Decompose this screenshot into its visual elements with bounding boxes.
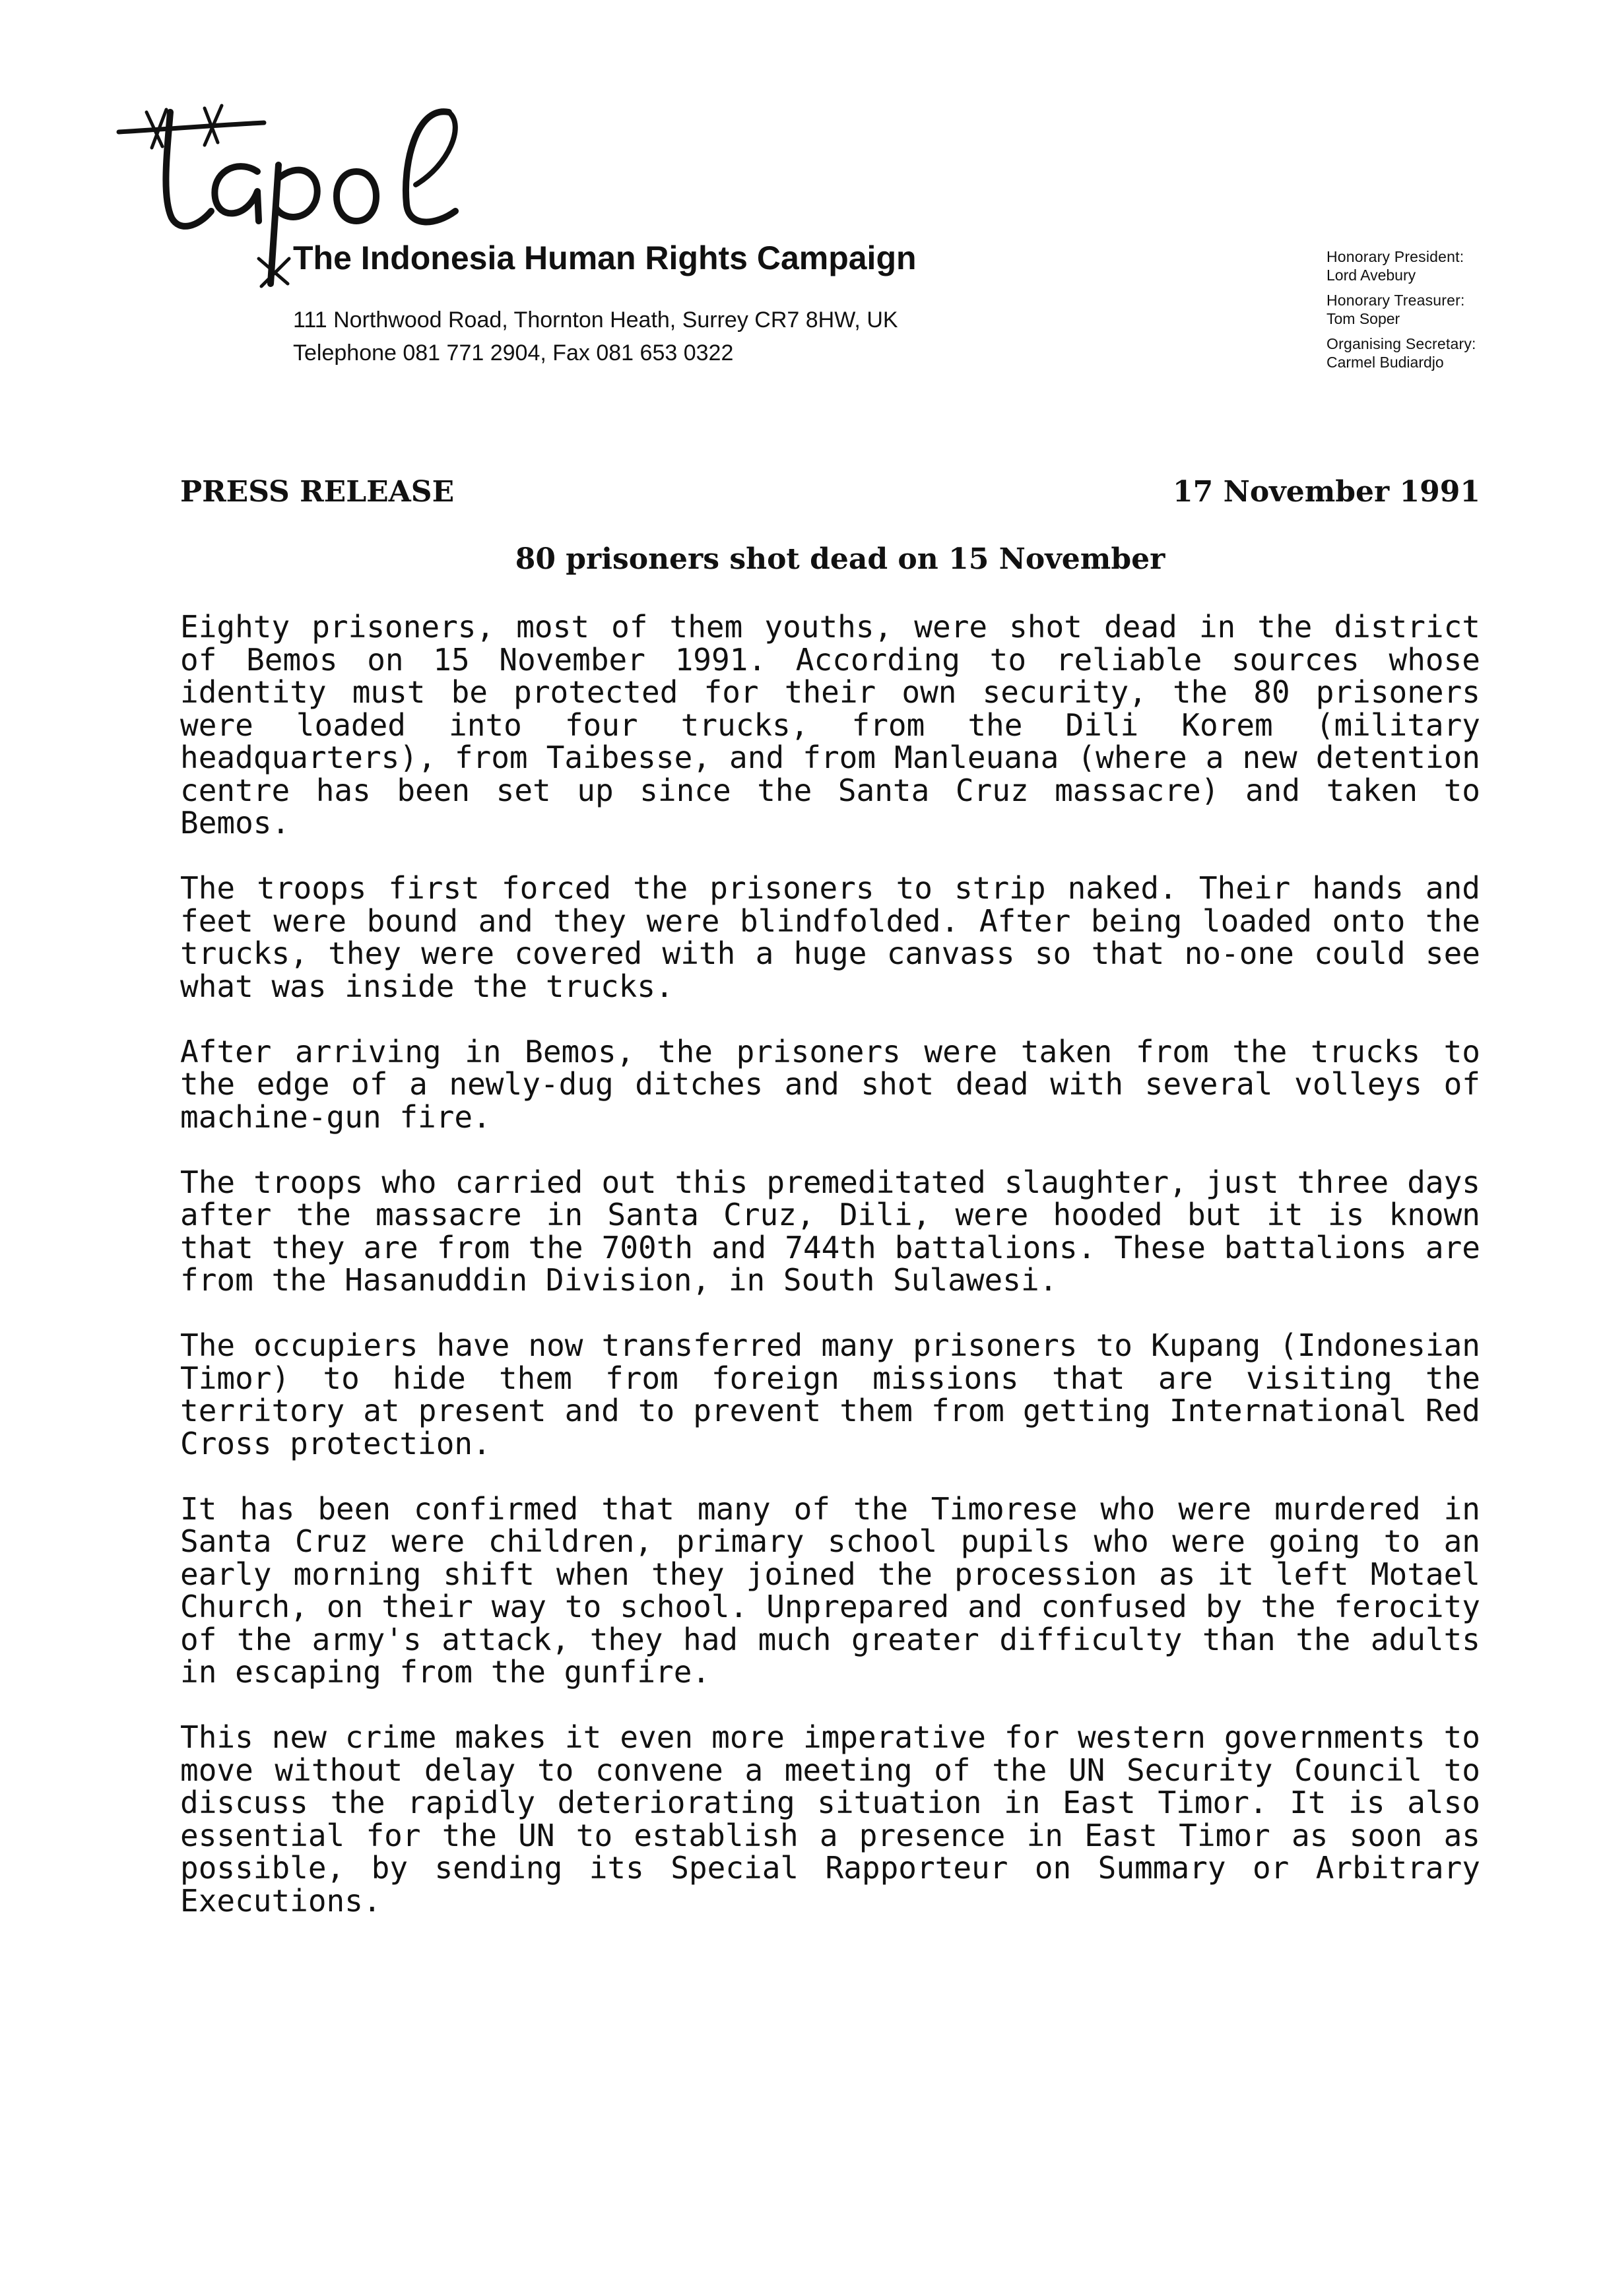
press-release-body — [180, 475, 1480, 1917]
paragraph: The troops who carried out this premeditated slaughter, just three days after the massacre in Santa Cruz, Dili, were hooded but it is known that they are from the 700th and 744th battalions. These battalions are from the Hasanuddin Division, in South Sulawesi. — [180, 1164, 1480, 1298]
press-release-label: PRESS RELEASE — [180, 475, 455, 509]
release-date: 17 November 1991 — [1173, 475, 1480, 509]
officer-name: Tom Soper — [1327, 310, 1400, 327]
officer-role: Organising Secretary: — [1327, 335, 1476, 352]
paragraph: Eighty prisoners, most of them youths, were shot dead in the district of Bemos on 15 November 1991. According to reliable sources whose identity must be protected for their own security, the 80 prisoners were loaded into four trucks, from the Dili Korem (military headquarters), from Taibesse, and from Manleuana (where a new detention centre has been set up since the Santa Cruz massacre) and taken to Bemos. — [180, 609, 1480, 841]
officer-name: Lord Avebury — [1327, 267, 1416, 284]
officer-role: Honorary President: — [1327, 248, 1464, 265]
paragraph: This new crime makes it even more imperative for western governments to move without delay to convene a meeting of the UN Security Council to discuss the rapidly deteriorating situation in East Timor. It is also essential for the UN to establish a presence in East Timor as soon as possible, by sending its Special Rapporteur on Summary or Arbitrary Executions. — [180, 1719, 1480, 1919]
officer-entry — [1327, 247, 1476, 284]
paragraph: After arriving in Bemos, the prisoners were taken from the trucks to the edge of a newly-dug ditches and shot dead with several volleys of machine-gun fire. — [180, 1033, 1480, 1135]
officers-list — [1327, 247, 1476, 378]
telephone-line: Telephone 081 771 2904, Fax 081 653 0322 — [293, 340, 734, 366]
officer-name: Carmel Budiardjo — [1327, 354, 1444, 371]
officer-entry — [1327, 291, 1476, 328]
organisation-address — [293, 303, 898, 369]
headline: 80 prisoners shot dead on 15 November — [515, 542, 1165, 576]
paragraph: The troops first forced the prisoners to strip naked. Their hands and feet were bound and they were blindfolded. After being loaded onto the trucks, they were covered with a huge canvass so that no-one could see what was inside the trucks. — [180, 870, 1480, 1004]
officer-role: Honorary Treasurer: — [1327, 292, 1465, 309]
paragraphs — [180, 611, 1480, 1917]
officer-entry — [1327, 335, 1476, 371]
address-line: 111 Northwood Road, Thornton Heath, Surrey CR7 8HW, UK — [293, 307, 898, 333]
paragraph: The occupiers have now transferred many prisoners to Kupang (Indonesian Timor) to hide them from foreign missions that are visiting the territory at present and to prevent them from getting International Red Cross protection. — [180, 1327, 1480, 1461]
organisation-name: The Indonesia Human Rights Campaign — [293, 239, 917, 276]
letterhead — [106, 86, 1524, 429]
press-release-header — [180, 475, 1480, 515]
paragraph: It has been confirmed that many of the Timorese who were murdered in Santa Cruz were children, primary school pupils who were going to an early morning shift when they joined the procession as it left Motael Church, on their way to school. Unprepared and confused by the ferocity of the army's attack, they had much greater difficulty than the adults in escaping from the gunfire. — [180, 1490, 1480, 1690]
